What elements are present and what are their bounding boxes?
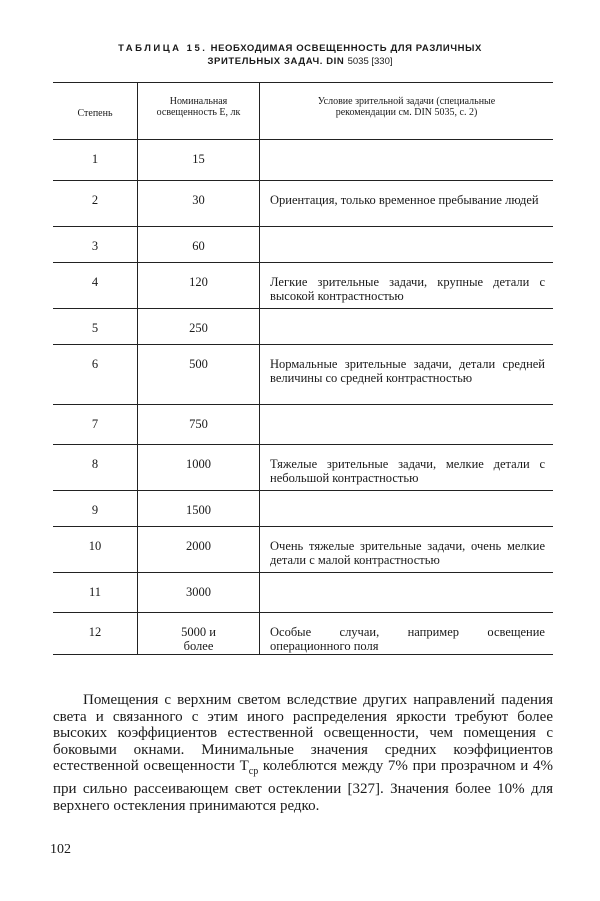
cell-illuminance [138, 345, 260, 405]
cell-illuminance-value: 60 [192, 239, 205, 253]
cell-degree: 1 [53, 140, 138, 181]
cell-illuminance [138, 140, 260, 181]
cell-illuminance-value: 500 [189, 357, 208, 371]
cell-illuminance-value: 1500 [186, 503, 211, 517]
cell-illuminance-value: 2000 [186, 539, 211, 553]
table-row [53, 263, 553, 309]
cell-condition [260, 573, 554, 613]
cell-degree: 6 [53, 345, 138, 405]
cell-degree: 5 [53, 309, 138, 345]
cell-condition [260, 227, 554, 263]
cell-condition: Очень тяжелые зрительные задачи, очень мелкие детали с малой контрастностью [260, 527, 554, 573]
cell-degree: 2 [53, 181, 138, 227]
header-illuminance-text: Номинальная освещенность Е, лк [156, 96, 241, 118]
cell-illuminance [138, 613, 260, 655]
table-row [53, 227, 553, 263]
cell-illuminance [138, 491, 260, 527]
paragraph-part1: Помещения с верхним светом вследствие других направлений падения света и связанного с этим иного распределения яркости требуют более высоких коэффициентов естественной освещенности, чем помещения с боковыми окнами. Минимальные значения средних коэффициентов естественной освещенности T [53, 692, 553, 775]
cell-illuminance-value: 3000 [186, 585, 211, 599]
cell-illuminance-value: 250 [189, 321, 208, 335]
cell-condition: Особые случаи, например освещение операционного поля [260, 613, 554, 655]
table-row [53, 309, 553, 345]
cell-condition [260, 309, 554, 345]
cell-condition: Легкие зрительные задачи, крупные детали с высокой контрастностью [260, 263, 554, 309]
cell-condition [260, 405, 554, 445]
cell-illuminance-value: 1000 [186, 457, 211, 471]
cell-illuminance-value: 750 [189, 417, 208, 431]
cell-illuminance-value: 30 [192, 193, 205, 207]
cell-degree: 8 [53, 445, 138, 491]
cell-illuminance-value: 120 [189, 275, 208, 289]
table-row [53, 181, 553, 227]
cell-degree: 4 [53, 263, 138, 309]
cell-condition [260, 491, 554, 527]
cell-condition: Нормальные зрительные задачи, детали средней величины со средней контрастностью [260, 345, 554, 405]
table-caption-label: ТАБЛИЦА 15. [118, 43, 208, 54]
table-caption-title-line1: НЕОБХОДИМАЯ ОСВЕЩЕННОСТЬ ДЛЯ РАЗЛИЧНЫХ [210, 43, 482, 54]
header-condition-text: Условие зрительной задачи (специальные рекомендации см. DIN 5035, с. 2) [317, 96, 496, 118]
table-row [53, 405, 553, 445]
cell-illuminance [138, 405, 260, 445]
cell-condition: Тяжелые зрительные задачи, мелкие детали с небольшой контрастностью [260, 445, 554, 491]
cell-degree: 3 [53, 227, 138, 263]
body-paragraph [53, 692, 553, 814]
illuminance-table [53, 82, 553, 655]
cell-illuminance [138, 527, 260, 573]
cell-illuminance [138, 573, 260, 613]
table-row [53, 527, 553, 573]
cell-illuminance-value: 5000 и более [181, 625, 216, 653]
paragraph-part2: колеблются между 7% при прозрачном и 4% при сильно рассеивающем свет остеклении [327]. Значения более 10% для верхнего остекления принимаются редко. [53, 758, 553, 814]
cell-degree: 10 [53, 527, 138, 573]
header-illuminance [138, 83, 260, 140]
cell-degree: 9 [53, 491, 138, 527]
paragraph-subscript: ср [248, 766, 259, 778]
cell-illuminance [138, 227, 260, 263]
cell-illuminance [138, 445, 260, 491]
cell-degree: 11 [53, 573, 138, 613]
table-caption-title-line2: ЗРИТЕЛЬНЫХ ЗАДАЧ. DIN [207, 56, 345, 67]
table-row [53, 140, 553, 181]
table-row [53, 613, 553, 655]
cell-degree: 7 [53, 405, 138, 445]
table-caption-ref: 5035 [330] [347, 56, 393, 67]
cell-illuminance-value: 15 [192, 152, 205, 166]
cell-illuminance [138, 181, 260, 227]
table-row [53, 445, 553, 491]
table-body [53, 140, 553, 655]
table-row [53, 345, 553, 405]
cell-condition: Ориентация, только временное пребывание людей [260, 181, 554, 227]
header-degree: Степень [53, 83, 138, 140]
cell-illuminance [138, 309, 260, 345]
cell-illuminance [138, 263, 260, 309]
header-condition [260, 83, 554, 140]
table-caption [40, 42, 560, 68]
cell-degree: 12 [53, 613, 138, 655]
table-row [53, 573, 553, 613]
page-number: 102 [50, 842, 71, 857]
cell-condition [260, 140, 554, 181]
table-row [53, 491, 553, 527]
